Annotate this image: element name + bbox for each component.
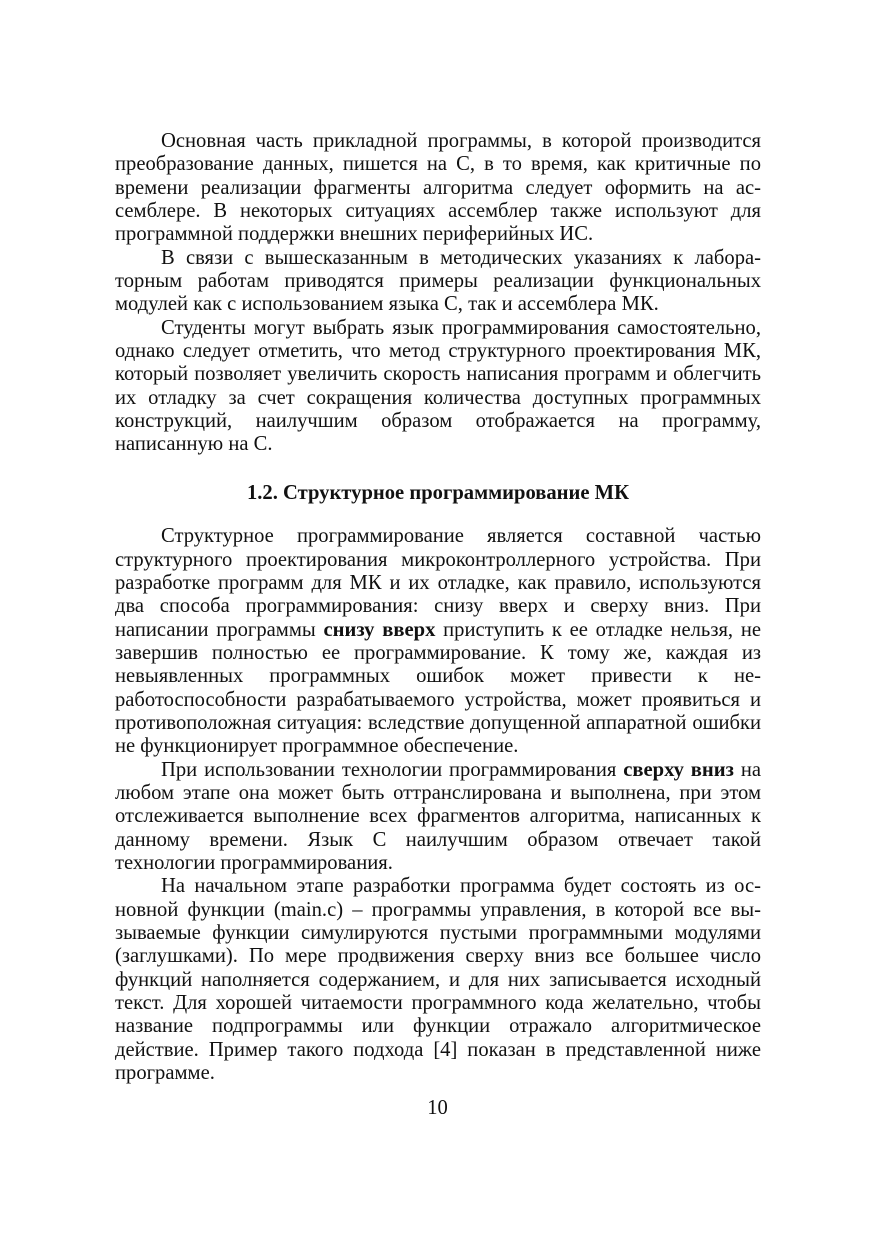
section-heading: 1.2. Структурное программирование МК [246,481,630,504]
paragraph: Основная часть прикладной программы, в которой производится преобразование данных, пишется на С, в то время, как критичные по времени реализации фрагменты алгоритма следует оформить на ассемблере. В некоторых ситуациях ассемблер также используют для программной поддержки внешних периферийных ИС. [115,130,761,246]
bold-term: снизу вверх [323,618,436,641]
paragraph-text: При использовании технологии программирования [161,758,624,781]
paragraph [115,525,761,758]
paragraph [115,759,761,876]
bold-term: сверху вниз [623,758,734,781]
page-number: 10 [427,1097,448,1119]
paragraph-text: приступить к ее отладке нельзя, не завершив полностью ее программирование. К тому же, каждая из невыявленных программных ошибок может привести к неработоспособности разрабатываемого устройства, может проявиться и противоположная ситуация: вследствие допущенной аппаратной ошибки не функционирует программное обеспечение. [115,618,762,758]
paragraph: На начальном этапе разработки программа будет состоять из основной функции (main.c) – программы управления, в которой все вызываемые функции симулируются пустыми программными модулями (заглушками). По мере продвижения сверху вниз все большее число функций наполняется содержанием, и для них записывается исходный текст. Для хорошей читаемости программного кода желательно, чтобы название подпрограммы или функции отражало алгоритмическое действие. Пример такого подхода [4] показан в представленной ниже программе. [115,875,761,1085]
paragraph: В связи с вышесказанным в методических указаниях к лабораторным работам приводятся примеры реализации функциональных модулей как с использованием языка С, так и ассемблера МК. [115,246,761,316]
paragraph: Студенты могут выбрать язык программирования самостоятельно, однако следует отметить, что метод структурного проектирования МК, который позволяет увеличить скорость написания программ и облегчить их отладку за счет сокращения количества доступных программных конструкций, наилучшим образом отображается на программу, написанную на С. [115,316,761,456]
paragraph-text: Структурное программирование является составной частью структурного проектирования микроконтроллерного устройства. При разработке программ для МК и их отладке, как правило, используются два способа программирования: снизу вверх и сверху вниз. При написании программы [115,525,761,641]
paragraph-text: на любом этапе она может быть оттранслирована и выполнена, при этом отслеживается выполнение всех фрагментов алгоритма, написанных к данному времени. Язык С наилучшим образом отвечает такой технологии программирования. [115,758,761,874]
body-text [115,130,761,1085]
